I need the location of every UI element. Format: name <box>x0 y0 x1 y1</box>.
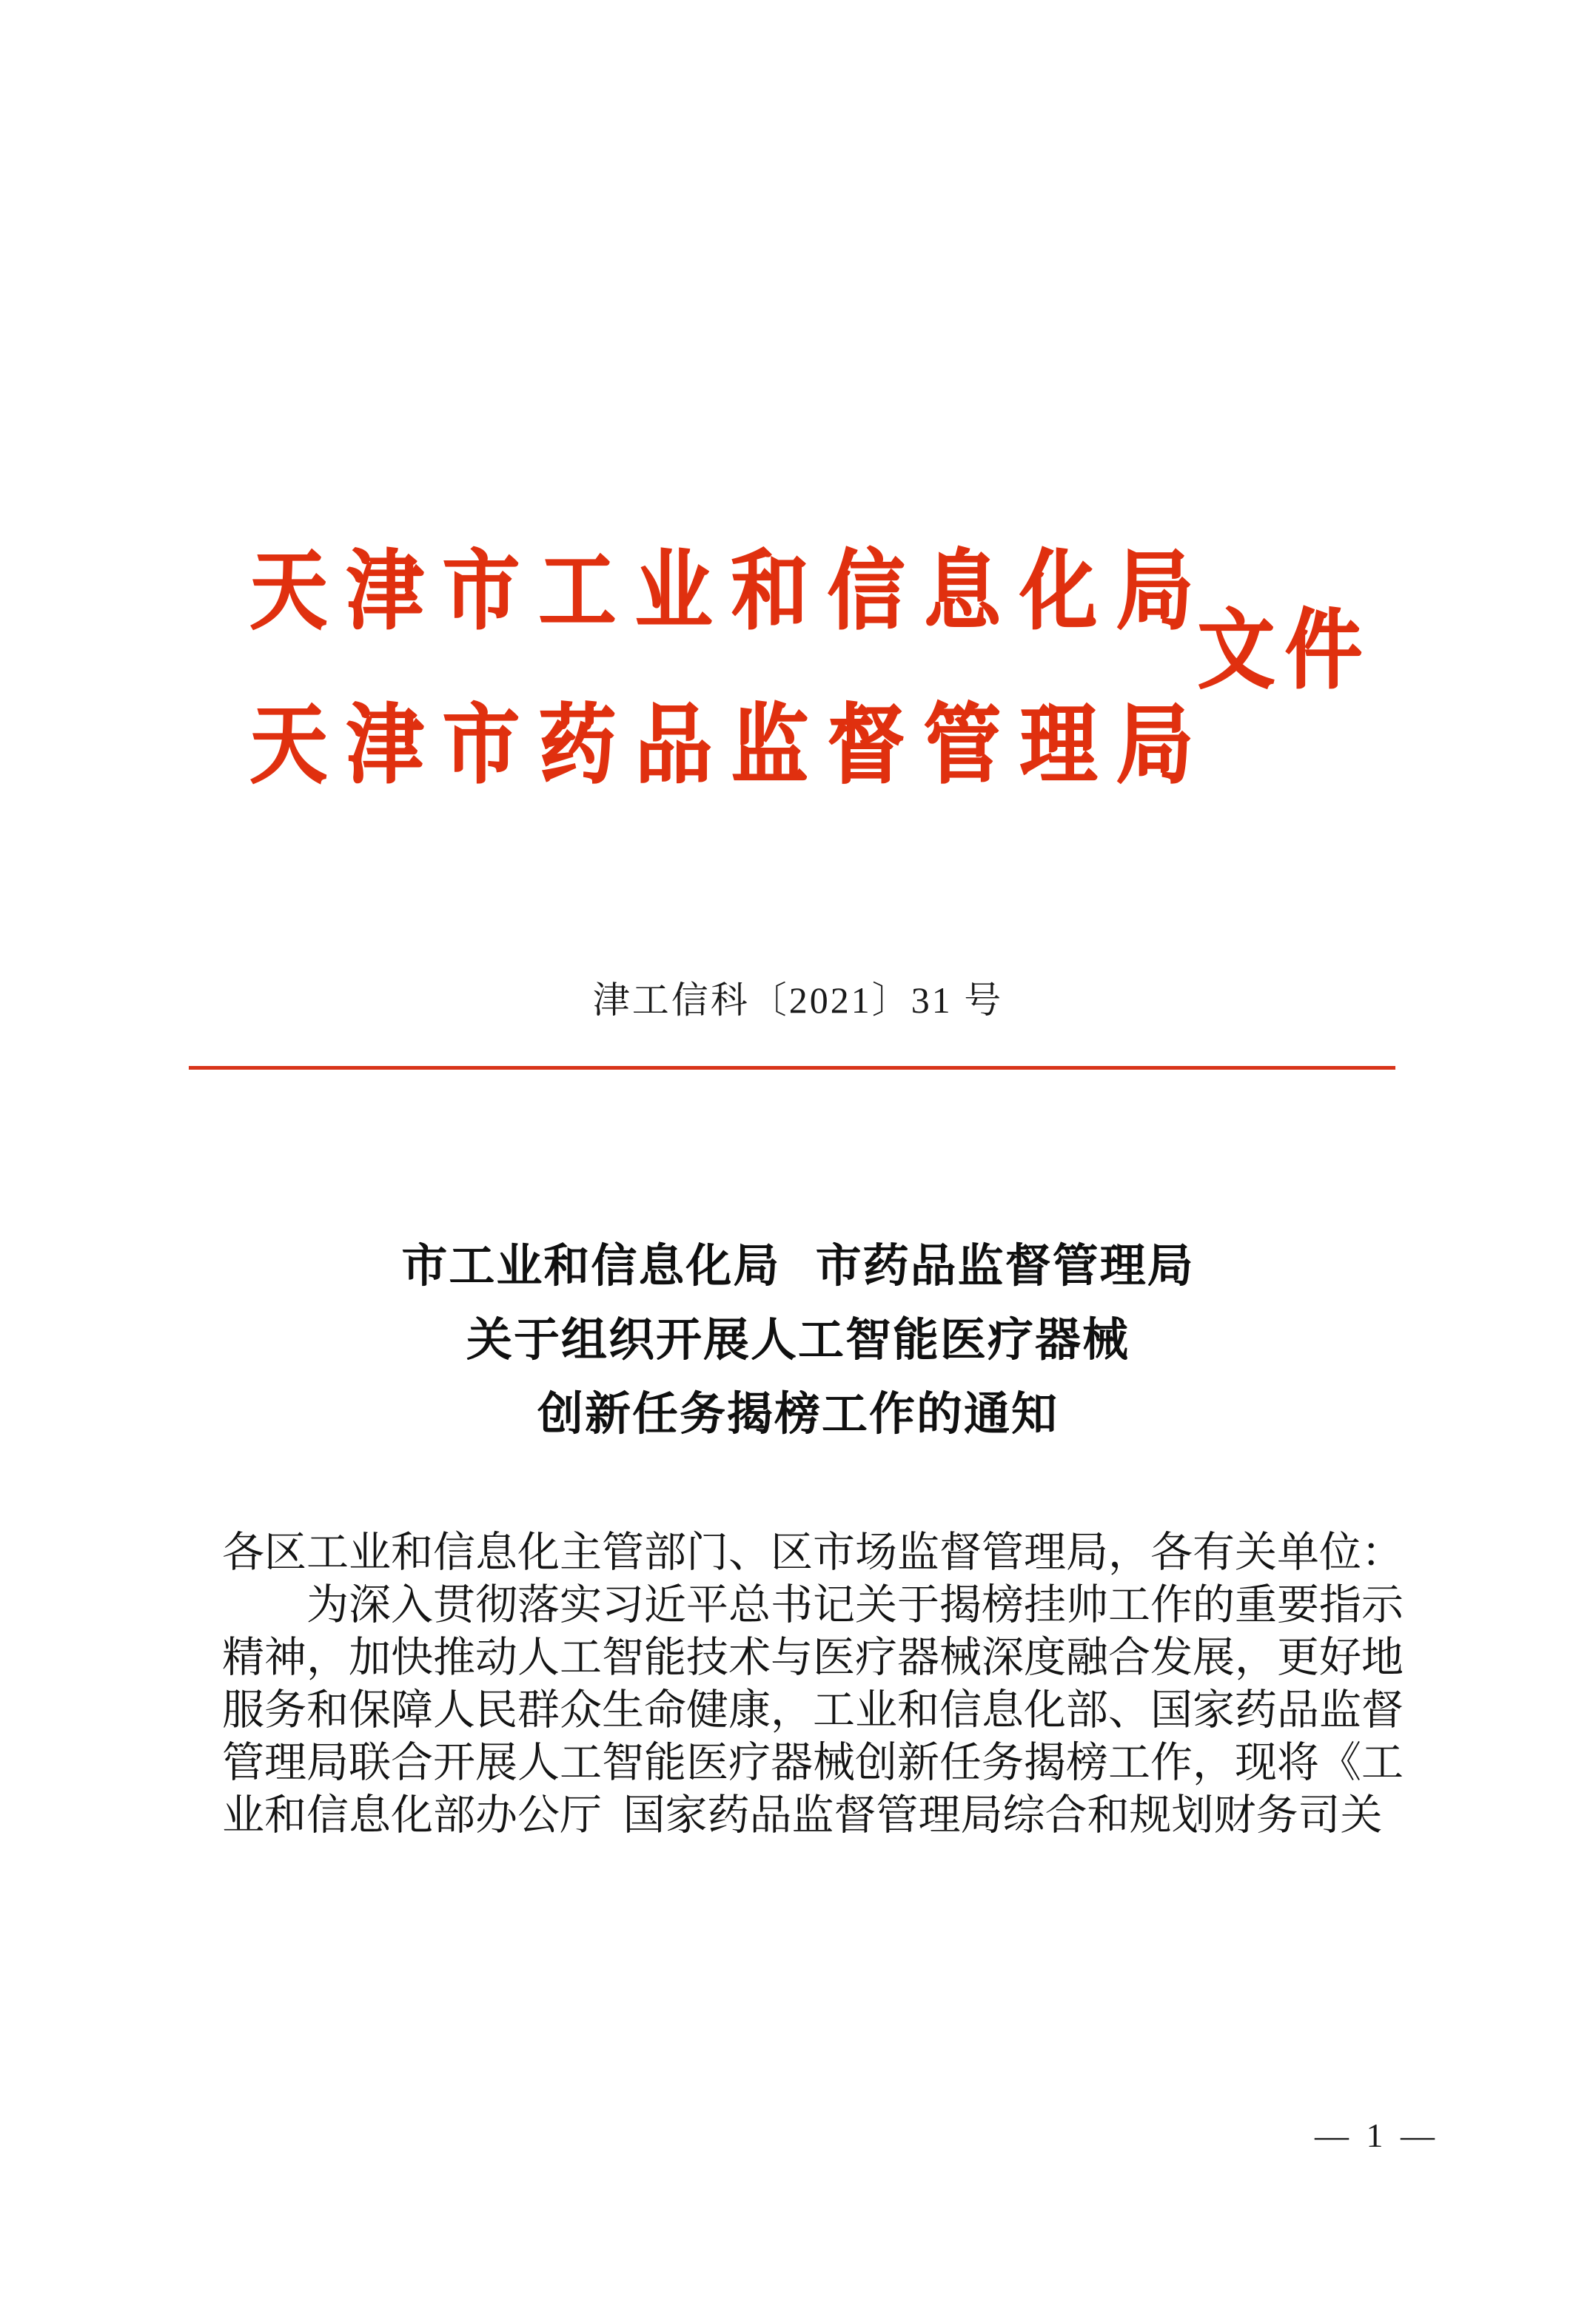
letterhead-masthead <box>0 518 1596 829</box>
body-paragraph-line: 为深入贯彻落实习近平总书记关于揭榜挂帅工作的重要指示 <box>306 1582 1404 1629</box>
body-paragraph-line: 业和信息化部办公厅 国家药品监督管理局综合和规划财务司关 <box>222 1792 1383 1839</box>
document-title <box>0 1229 1596 1451</box>
title-line-1: 市工业和信息化局 市药品监督管理局 <box>401 1238 1195 1293</box>
red-separator-rule <box>189 1066 1395 1070</box>
letterhead-agency-line-2: 天津市药品监督管理局 <box>250 693 1213 796</box>
document-body <box>222 1526 1412 1842</box>
title-line-2: 关于组织开展人工智能医疗器械 <box>466 1312 1130 1367</box>
page-number-footer: — 1 — <box>1315 2116 1439 2154</box>
body-paragraph-line: 管理局联合开展人工智能医疗器械创新任务揭榜工作，现将《工 <box>222 1740 1404 1786</box>
letterhead-document-word: 文件 <box>1198 598 1373 701</box>
body-paragraph-line: 精神，加快推动人工智能技术与医疗器械深度融合发展，更好地 <box>222 1635 1404 1681</box>
body-salutation: 各区工业和信息化主管部门、区市场监督管理局，各有关单位： <box>222 1529 1404 1576</box>
letterhead-agency-line-1: 天津市工业和信息化局 <box>250 539 1213 642</box>
document-number: 津工信科〔2021〕31 号 <box>592 979 1004 1021</box>
body-paragraph-line: 服务和保障人民群众生命健康，工业和信息化部、国家药品监督 <box>222 1687 1404 1734</box>
title-line-3: 创新任务揭榜工作的通知 <box>537 1387 1059 1441</box>
